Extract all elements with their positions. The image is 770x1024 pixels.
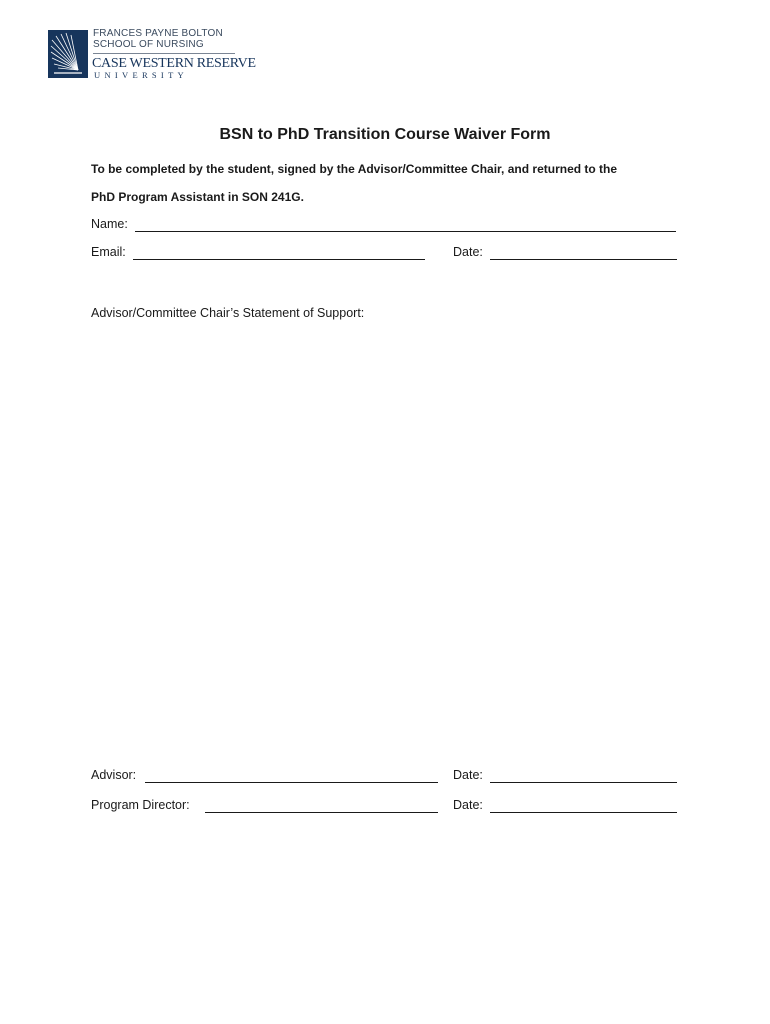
advisor-label: Advisor: (91, 768, 137, 782)
logo-text-university: UNIVERSITY (94, 70, 188, 80)
advisor-date-field[interactable] (490, 782, 677, 783)
statement-of-support-area[interactable] (91, 330, 677, 750)
logo-text-school-line2: SCHOOL OF NURSING (93, 39, 204, 50)
advisor-signature-field[interactable] (145, 782, 438, 783)
program-director-signature-field[interactable] (205, 812, 438, 813)
university-logo-mark (48, 30, 88, 78)
email-label: Email: (91, 245, 126, 259)
name-field[interactable] (135, 231, 676, 232)
program-director-date-label: Date: (453, 798, 483, 812)
logo-divider (93, 53, 235, 54)
sunburst-icon (48, 30, 88, 78)
program-director-date-field[interactable] (490, 812, 677, 813)
date-label: Date: (453, 245, 483, 259)
statement-of-support-label: Advisor/Committee Chair’s Statement of Support: (91, 306, 365, 320)
instructions-line-1: To be completed by the student, signed by the Advisor/Committee Chair, and returned to the (91, 162, 618, 176)
program-director-label: Program Director: (91, 798, 190, 812)
instructions-line-2: PhD Program Assistant in SON 241G. (91, 190, 304, 204)
date-field[interactable] (490, 259, 677, 260)
logo-text-school-line1: FRANCES PAYNE BOLTON (93, 28, 223, 39)
advisor-date-label: Date: (453, 768, 483, 782)
name-label: Name: (91, 217, 128, 231)
form-title: BSN to PhD Transition Course Waiver Form (219, 126, 551, 143)
logo-text-university-name: CASE WESTERN RESERVE (92, 56, 256, 71)
email-field[interactable] (133, 259, 425, 260)
